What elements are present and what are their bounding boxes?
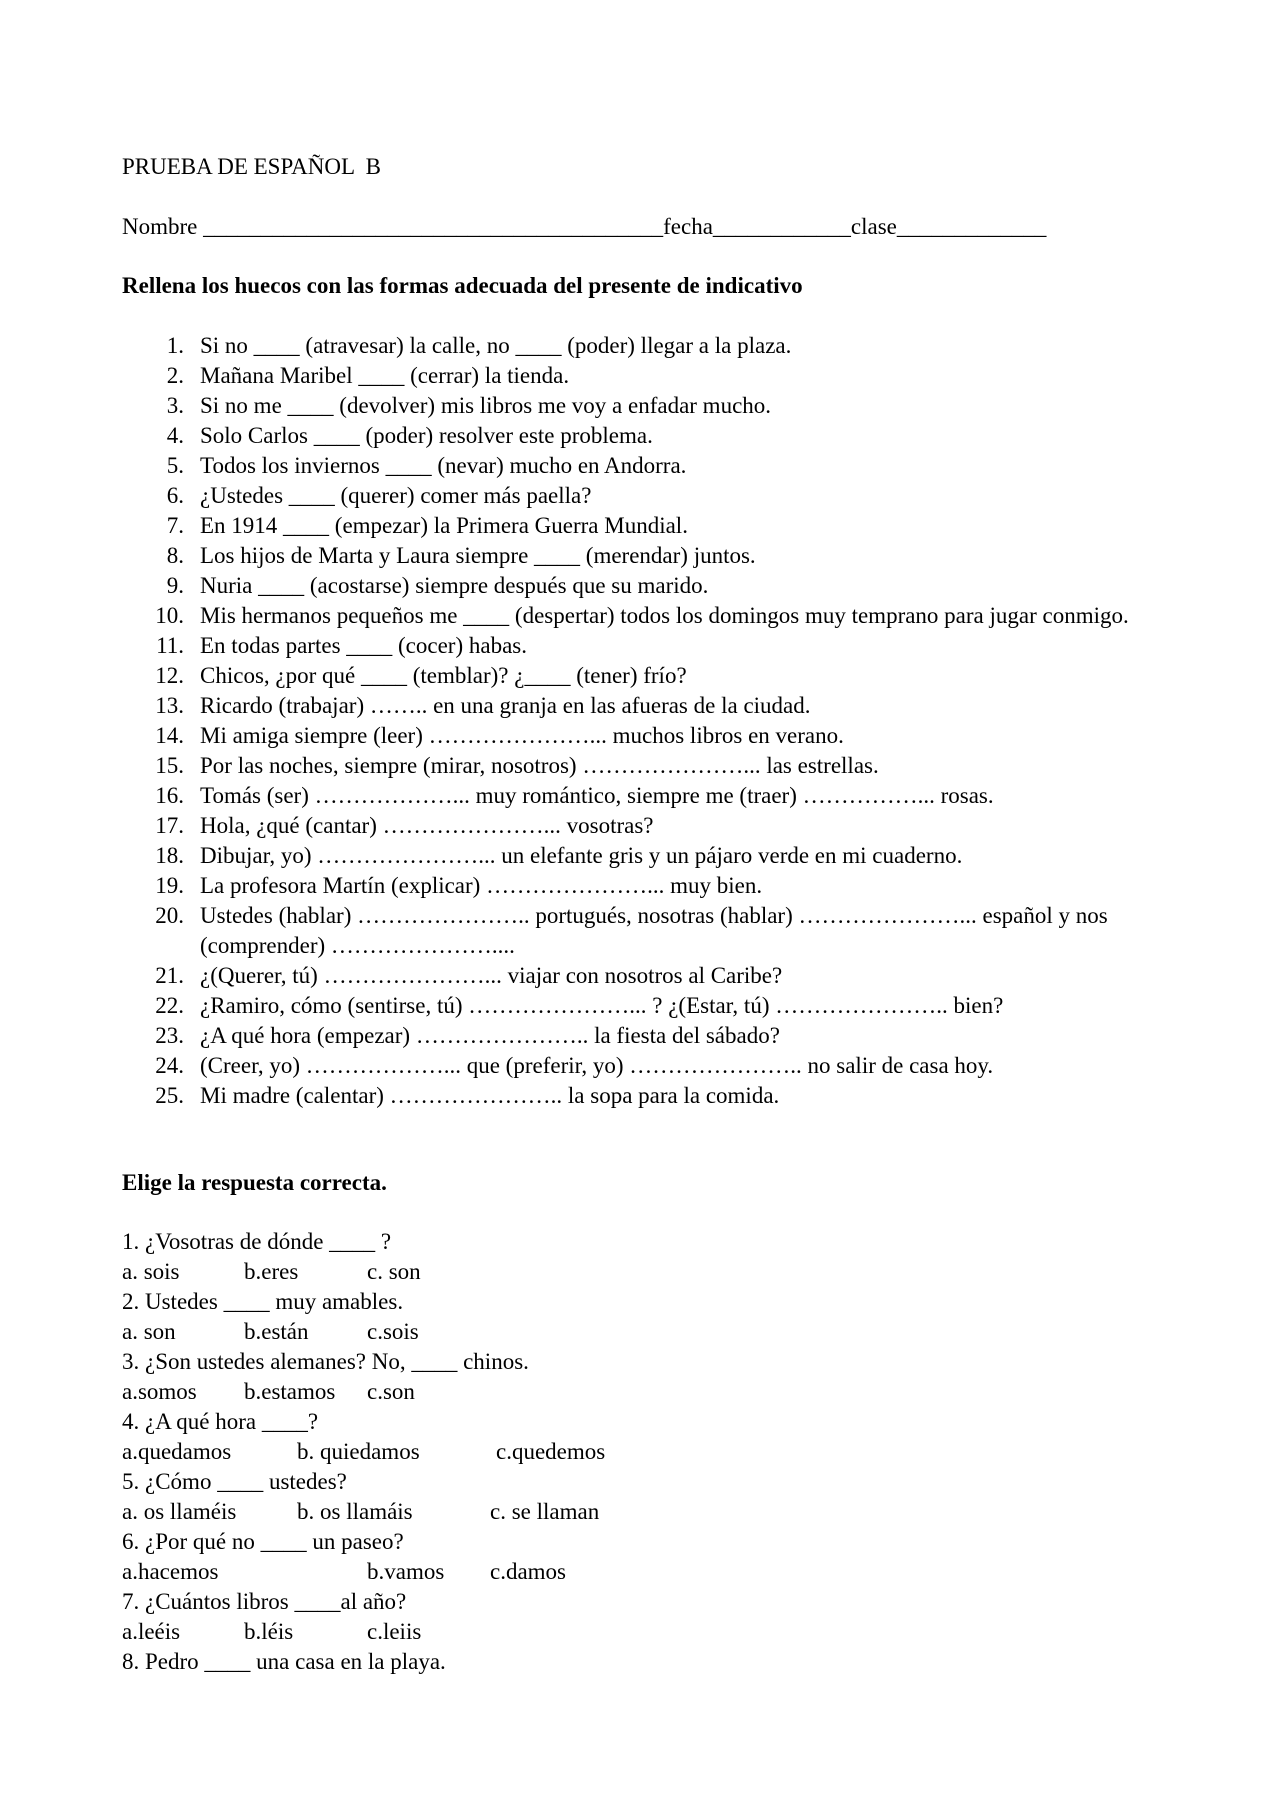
- list-item-number: 19.: [155, 873, 184, 898]
- option-b[interactable]: b.eres: [244, 1259, 299, 1284]
- option-c[interactable]: c. se llaman: [490, 1499, 600, 1524]
- name-date-class-line: Nombre ________________________________________fecha____________clase_____________: [122, 214, 1047, 239]
- list-item-number: 20.: [155, 903, 184, 928]
- list-item: [152, 781, 1152, 811]
- option-a[interactable]: a. son: [122, 1319, 176, 1344]
- list-item-number: 8.: [166, 543, 184, 568]
- list-item: [152, 871, 1152, 901]
- list-item: [152, 1081, 1152, 1111]
- list-item-text: Los hijos de Marta y Laura siempre ____ (merendar) juntos.: [200, 543, 756, 568]
- option-b[interactable]: b. quiedamos: [297, 1439, 420, 1464]
- option-b[interactable]: b.están: [244, 1319, 309, 1344]
- answer-options: [122, 1377, 1122, 1407]
- question-text: 4. ¿A qué hora ____?: [122, 1409, 319, 1434]
- list-item-number: 6.: [166, 483, 184, 508]
- list-item: [152, 601, 1152, 631]
- option-a[interactable]: a. os llaméis: [122, 1499, 237, 1524]
- list-item: [152, 901, 1152, 961]
- option-c[interactable]: c.son: [367, 1379, 415, 1404]
- list-item-number: 14.: [155, 723, 184, 748]
- answer-options: [122, 1557, 1122, 1587]
- list-item: [152, 631, 1152, 661]
- list-item-text: Solo Carlos ____ (poder) resolver este problema.: [200, 423, 653, 448]
- list-item: [152, 541, 1152, 571]
- question-text: 1. ¿Vosotras de dónde ____ ?: [122, 1229, 392, 1254]
- list-item-text: En 1914 ____ (empezar) la Primera Guerra Mundial.: [200, 513, 688, 538]
- list-item-number: 9.: [166, 573, 184, 598]
- question-text: 7. ¿Cuántos libros ____al año?: [122, 1589, 407, 1614]
- list-item-number: 3.: [166, 393, 184, 418]
- list-item-text: En todas partes ____ (cocer) habas.: [200, 633, 527, 658]
- list-item-text: Mañana Maribel ____ (cerrar) la tienda.: [200, 363, 570, 388]
- option-a[interactable]: a.hacemos: [122, 1559, 219, 1584]
- option-c[interactable]: c.damos: [490, 1559, 567, 1584]
- list-item: [152, 511, 1152, 541]
- list-item: [152, 421, 1152, 451]
- option-c[interactable]: c.sois: [367, 1319, 419, 1344]
- option-a[interactable]: a.leéis: [122, 1619, 181, 1644]
- list-item-number: 17.: [155, 813, 184, 838]
- list-item: [152, 1051, 1152, 1081]
- list-item-text: Mi amiga siempre (leer) …………………... muchos libros en verano.: [200, 723, 844, 748]
- section2-heading: Elige la respuesta correcta.: [122, 1170, 387, 1195]
- list-item-number: 23.: [155, 1023, 184, 1048]
- list-item-text: Ricardo (trabajar) …….. en una granja en las afueras de la ciudad.: [200, 693, 811, 718]
- list-item-number: 15.: [155, 753, 184, 778]
- list-item-text: Dibujar, yo) …………………... un elefante gris y un pájaro verde en mi cuaderno.: [200, 843, 963, 868]
- option-c[interactable]: c.leiis: [367, 1619, 422, 1644]
- list-item: [152, 361, 1152, 391]
- option-a[interactable]: a. sois: [122, 1259, 180, 1284]
- answer-options: [122, 1317, 1122, 1347]
- question-text: 3. ¿Son ustedes alemanes? No, ____ chinos.: [122, 1349, 529, 1374]
- question-text: 8. Pedro ____ una casa en la playa.: [122, 1649, 446, 1674]
- list-item-number: 25.: [155, 1083, 184, 1108]
- list-item-number: 24.: [155, 1053, 184, 1078]
- option-b[interactable]: b.léis: [244, 1619, 294, 1644]
- list-item-text: Si no ____ (atravesar) la calle, no ____ (poder) llegar a la plaza.: [200, 333, 792, 358]
- list-item-number: 11.: [156, 633, 184, 658]
- list-item-number: 7.: [166, 513, 184, 538]
- list-item: [152, 1021, 1152, 1051]
- list-item-text: Chicos, ¿por qué ____ (temblar)? ¿____ (tener) frío?: [200, 663, 687, 688]
- list-item: [152, 721, 1152, 751]
- question-text: 6. ¿Por qué no ____ un paseo?: [122, 1529, 404, 1554]
- list-item: [152, 391, 1152, 421]
- option-c[interactable]: c. son: [367, 1259, 421, 1284]
- list-item-number: 5.: [166, 453, 184, 478]
- list-item-text: Hola, ¿qué (cantar) …………………... vosotras?: [200, 813, 654, 838]
- option-c[interactable]: c.quedemos: [496, 1439, 606, 1464]
- page-title: PRUEBA DE ESPAÑOL B: [122, 154, 382, 179]
- option-a[interactable]: a.quedamos: [122, 1439, 232, 1464]
- list-item-text: ¿Ustedes ____ (querer) comer más paella?: [200, 483, 592, 508]
- list-item-number: 16.: [155, 783, 184, 808]
- list-item-text: Por las noches, siempre (mirar, nosotros) …………………... las estrellas.: [200, 753, 879, 778]
- list-item-number: 4.: [166, 423, 184, 448]
- list-item-text: Nuria ____ (acostarse) siempre después que su marido.: [200, 573, 709, 598]
- question-text: 2. Ustedes ____ muy amables.: [122, 1289, 404, 1314]
- list-item-text: La profesora Martín (explicar) …………………... muy bien.: [200, 873, 763, 898]
- list-item-number: 1.: [166, 333, 184, 358]
- list-item-text: Mis hermanos pequeños me ____ (despertar) todos los domingos muy temprano para jugar conmigo.: [200, 603, 1129, 628]
- answer-options: [122, 1617, 1122, 1647]
- list-item-text: Ustedes (hablar) ………………….. portugués, nosotras (hablar) …………………... español y nos (comprender) …………………....: [200, 903, 1108, 958]
- list-item-text: Si no me ____ (devolver) mis libros me voy a enfadar mucho.: [200, 393, 772, 418]
- list-item: [152, 811, 1152, 841]
- list-item: [152, 331, 1152, 361]
- question-text: 5. ¿Cómo ____ ustedes?: [122, 1469, 347, 1494]
- multiple-choice-list: [122, 1227, 1122, 1677]
- option-b[interactable]: b.vamos: [367, 1559, 445, 1584]
- list-item-number: 2.: [166, 363, 184, 388]
- list-item: [152, 841, 1152, 871]
- list-item-text: ¿(Querer, tú) …………………... viajar con nosotros al Caribe?: [200, 963, 783, 988]
- list-item: [152, 571, 1152, 601]
- list-item-number: 22.: [155, 993, 184, 1018]
- list-item-text: ¿Ramiro, cómo (sentirse, tú) …………………... ? ¿(Estar, tú) ………………….. bien?: [200, 993, 1004, 1018]
- option-a[interactable]: a.somos: [122, 1379, 197, 1404]
- list-item-text: Todos los inviernos ____ (nevar) mucho en Andorra.: [200, 453, 687, 478]
- list-item-text: Mi madre (calentar) ………………….. la sopa para la comida.: [200, 1083, 780, 1108]
- answer-options: [122, 1257, 1122, 1287]
- list-item: [152, 751, 1152, 781]
- section1-heading: Rellena los huecos con las formas adecuada del presente de indicativo: [122, 273, 803, 298]
- list-item: [152, 991, 1152, 1021]
- fill-in-list: [152, 331, 1152, 1111]
- list-item: [152, 961, 1152, 991]
- list-item-text: Tomás (ser) ………………... muy romántico, siempre me (traer) ……………... rosas.: [200, 783, 994, 808]
- list-item-text: (Creer, yo) ………………... que (preferir, yo) ………………….. no salir de casa hoy.: [200, 1053, 994, 1078]
- list-item-text: ¿A qué hora (empezar) ………………….. la fiesta del sábado?: [200, 1023, 780, 1048]
- list-item-number: 12.: [155, 663, 184, 688]
- list-item-number: 13.: [155, 693, 184, 718]
- list-item: [152, 661, 1152, 691]
- list-item: [152, 451, 1152, 481]
- list-item: [152, 481, 1152, 511]
- option-b[interactable]: b.estamos: [244, 1379, 336, 1404]
- list-item-number: 10.: [155, 603, 184, 628]
- list-item: [152, 691, 1152, 721]
- list-item-number: 18.: [155, 843, 184, 868]
- option-b[interactable]: b. os llamáis: [297, 1499, 413, 1524]
- answer-options: [122, 1497, 1122, 1527]
- list-item-number: 21.: [155, 963, 184, 988]
- answer-options: [122, 1437, 1122, 1467]
